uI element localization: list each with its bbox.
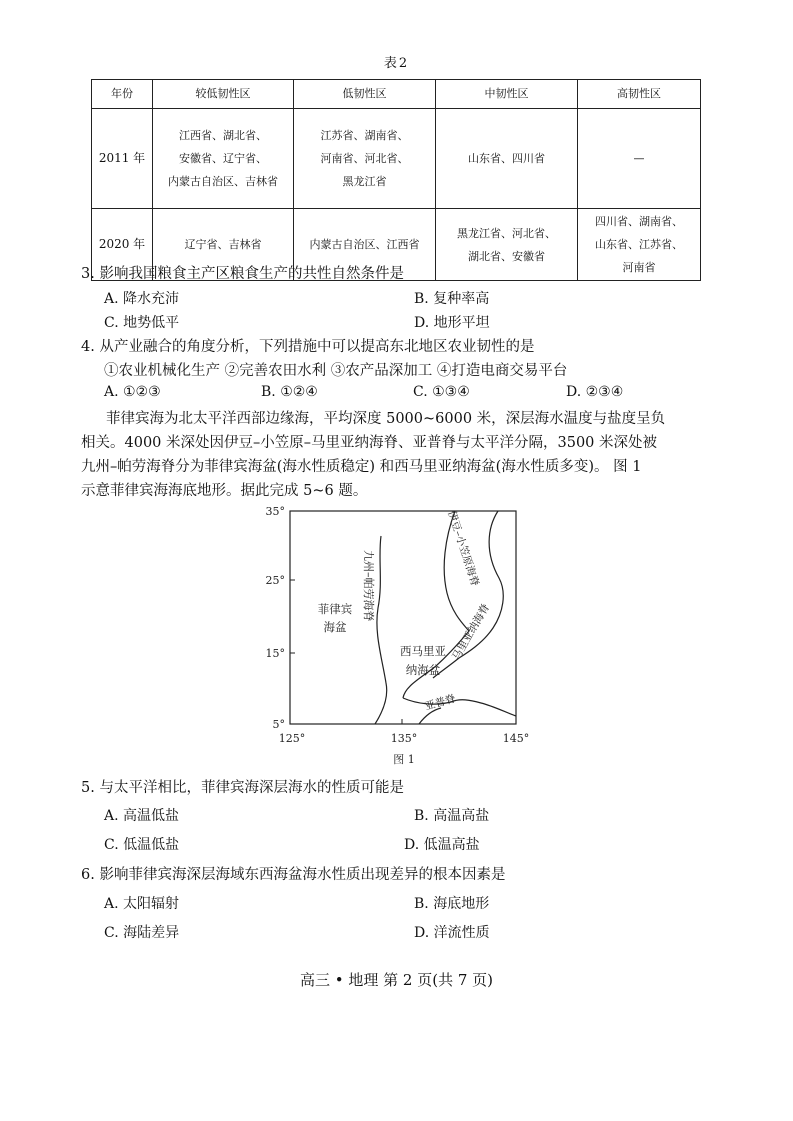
cell-line: 湖北省、安徽省	[468, 249, 545, 263]
cell-high	[578, 209, 701, 281]
row-year: 2011 年	[92, 109, 153, 209]
kyushu-palau-label: 九州–帕劳海脊	[362, 550, 375, 622]
table-header-row	[92, 80, 701, 109]
cell-line: 内蒙古自治区、吉林省	[168, 175, 278, 188]
passage-line-4: 示意菲律宾海海底地形。据此完成 5~6 题。	[81, 483, 368, 499]
yap-label: 亚普脊	[423, 692, 458, 713]
q6-option-b: B. 海底地形	[414, 896, 490, 912]
cell-line: 山东省、江苏省、	[595, 238, 683, 251]
cell-high	[578, 109, 701, 209]
seafloor-map	[255, 498, 545, 768]
q6-option-a: A. 太阳辐射	[104, 896, 180, 912]
table-title: 表2	[383, 56, 410, 71]
resilience-table	[91, 79, 701, 281]
q3-option-a: A. 降水充沛	[104, 291, 180, 307]
cell-line: 内蒙古自治区、江西省	[309, 238, 420, 251]
header-low-resilience: 低韧性区	[294, 80, 436, 109]
header-lower-resilience: 较低韧性区	[153, 80, 294, 109]
cell-line: 辽宁省、吉林省	[184, 238, 262, 251]
header-year: 年份	[92, 80, 153, 109]
cell-line: 河南省	[622, 261, 656, 274]
header-medium-resilience: 中韧性区	[436, 80, 578, 109]
page-footer: 高三 • 地理 第 2 页(共 7 页)	[299, 971, 494, 989]
cell-medium	[436, 109, 578, 209]
q5-option-c: C. 低温低盐	[104, 837, 180, 853]
q4-items: ①农业机械化生产 ②完善农田水利 ③农产品深加工 ④打造电商交易平台	[104, 363, 568, 379]
cell-line: 河南省、河北省、	[320, 152, 409, 165]
west-mariana-basin-label: 西马里亚	[400, 644, 446, 658]
cell-low	[294, 109, 436, 209]
q5-option-d: D. 低温高盐	[404, 837, 480, 853]
q4-option-b: B. ①②④	[261, 384, 318, 400]
cell-line: 江西省、湖北省、	[179, 129, 267, 142]
q4-option-c: C. ①③④	[413, 384, 470, 400]
passage-line-3: 九州–帕劳海脊分为菲律宾海盆(海水性质稳定) 和西马里亚纳海盆(海水性质多变)。 图 1	[81, 459, 642, 475]
cell-line: 黑龙江省	[342, 175, 387, 188]
cell-medium	[436, 209, 578, 281]
figure-caption: 图 1	[393, 753, 415, 766]
west-mariana-basin-label: 纳海盆	[405, 663, 441, 677]
question-4-stem: 4. 从产业融合的角度分析，下列措施中可以提高东北地区农业韧性的是	[81, 339, 535, 355]
question-5-stem: 5. 与太平洋相比，菲律宾海深层海水的性质可能是	[81, 780, 404, 796]
header-high-resilience: 高韧性区	[578, 80, 701, 109]
izu-bonin-label: 伊豆–小笠原海脊	[445, 509, 481, 588]
q4-option-d: D. ②③④	[566, 384, 624, 400]
philippine-basin-label: 海盆	[323, 620, 347, 634]
question-3-stem: 3. 影响我国粮食主产区粮食生产的共性自然条件是	[81, 266, 404, 282]
cell-lower	[153, 109, 294, 209]
q5-option-b: B. 高温高盐	[414, 808, 490, 824]
cell-line: 江苏省、湖南省、	[320, 129, 409, 142]
question-6-stem: 6. 影响菲律宾海深层海域东西海盆海水性质出现差异的根本因素是	[81, 867, 506, 883]
philippine-basin-label: 菲律宾	[317, 602, 353, 616]
q4-option-a: A. ①②③	[104, 384, 161, 400]
x-tick-label: 135°	[390, 732, 418, 745]
cell-line: 黑龙江省、河北省、	[457, 226, 556, 240]
cell-line: —	[633, 152, 645, 165]
x-tick-label: 145°	[502, 732, 530, 745]
q6-option-d: D. 洋流性质	[414, 925, 490, 941]
mariana-label: 马里亚纳海脊	[450, 601, 493, 663]
y-tick-label: 15°	[265, 647, 285, 660]
passage-line-1: 菲律宾海为北太平洋西部边缘海，平均深度 5000~6000 米，深层海水温度与盐度呈负	[106, 411, 666, 427]
row-year: 2020 年	[92, 209, 153, 281]
cell-line: 安徽省、辽宁省、	[179, 152, 267, 165]
table-row-2011	[92, 109, 701, 209]
q5-option-a: A. 高温低盐	[104, 808, 180, 824]
y-tick-label: 5°	[272, 718, 285, 731]
q3-option-d: D. 地形平坦	[414, 315, 490, 331]
q3-option-c: C. 地势低平	[104, 315, 180, 331]
x-tick-label: 125°	[278, 732, 306, 745]
passage-line-2: 相关。4000 米深处因伊豆–小笠原–马里亚纳海脊、亚普脊与太平洋分隔，3500 米深处被	[81, 435, 658, 451]
cell-line: 山东省、四川省	[468, 152, 545, 165]
cell-line: 四川省、湖南省、	[595, 215, 683, 228]
q6-option-c: C. 海陆差异	[104, 925, 180, 941]
y-tick-label: 35°	[265, 505, 285, 518]
q3-option-b: B. 复种率高	[414, 291, 490, 307]
y-tick-label: 25°	[265, 574, 285, 587]
